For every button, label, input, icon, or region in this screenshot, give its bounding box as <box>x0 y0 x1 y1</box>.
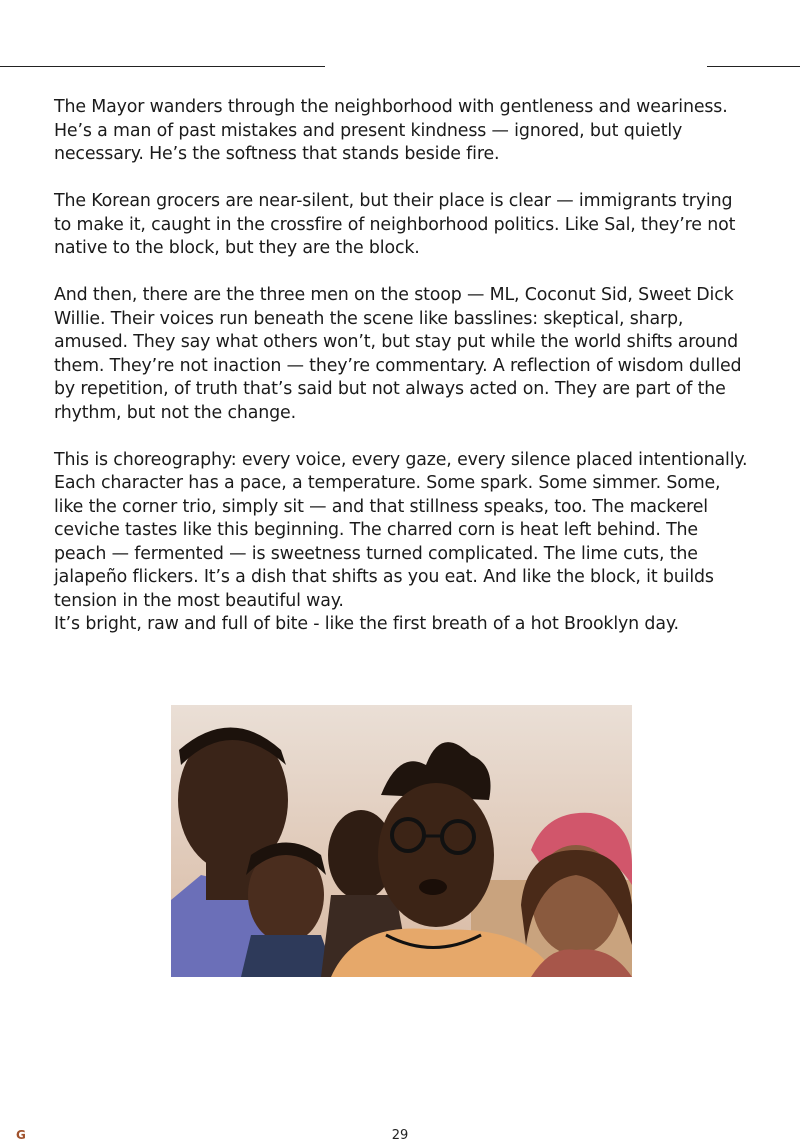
paragraph-choreography: This is choreography: every voice, every gaze, every silence placed intentionally. Each character has a pace, a temperature. Some spark. Some simmer. Some, like the corner trio, simply sit — and that stillness speaks, too. The mackerel ceviche tastes like this beginning. The charred corn is heat left behind. The peach — fermented — is sweetness turned complicated. The lime cuts, the jalapeño flickers. It’s a dish that shifts as you eat. And like the block, it builds tension in the most beautiful way. <box>54 449 748 611</box>
page-number: 29 <box>391 1128 409 1143</box>
film-still-photo <box>171 705 632 977</box>
paragraph-closing: It’s bright, raw and full of bite - like the first breath of a hot Brooklyn day. <box>54 614 679 634</box>
film-still-illustration <box>171 705 632 977</box>
header-rule-right <box>707 66 800 67</box>
paragraph-grocers: The Korean grocers are near-silent, but their place is clear — immigrants trying to make it, caught in the crossfire of neighborhood politics. Like Sal, they’re not native to the block, but they are the block. <box>54 191 736 258</box>
brand-logo: G <box>16 1128 26 1142</box>
paragraph-corner-men: And then, there are the three men on the stoop — ML, Coconut Sid, Sweet Dick Willie. Their voices run beneath the scene like basslines: skeptical, sharp, amused. They say what others won’t, but stay put while the world shifts around them. They’re not inaction — they’re commentary. A reflection of wisdom dulled by repetition, of truth that’s said but not always acted on. They are part of the rhythm, but not the change. <box>54 285 742 423</box>
paragraph-mayor: The Mayor wanders through the neighborhood with gentleness and weariness. He’s a man of past mistakes and present kindness — ignored, but quietly necessary. He’s the softness that stands beside fire. <box>54 97 728 164</box>
article-body <box>54 96 754 637</box>
header-rule-left <box>0 66 325 67</box>
